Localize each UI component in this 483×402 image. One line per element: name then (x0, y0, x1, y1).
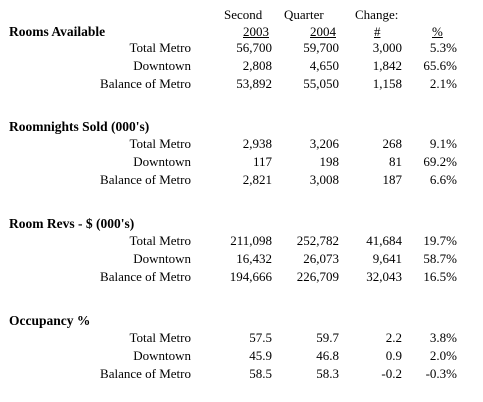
change-percent: 65.6% (423, 58, 457, 73)
row-label: Balance of Metro (100, 269, 191, 284)
row-label: Downtown (133, 348, 191, 363)
section-title-roomnights-sold: Roomnights Sold (000's) (9, 119, 150, 134)
header-year-2004: 2004 (310, 24, 336, 39)
change-number: 268 (382, 136, 402, 151)
header-second: Second (224, 7, 263, 22)
value-2004: 46.8 (316, 348, 339, 363)
change-number: 32,043 (366, 269, 402, 284)
section-title-room-revenues: Room Revs - $ (000's) (9, 216, 135, 231)
row-label: Total Metro (129, 330, 191, 345)
change-percent: 69.2% (423, 154, 457, 169)
change-percent: 9.1% (429, 136, 457, 151)
table-row (0, 330, 483, 346)
change-number: 3,000 (372, 40, 402, 55)
value-2003: 194,666 (229, 269, 272, 284)
change-number: -0.2 (381, 366, 402, 381)
value-2003: 2,938 (242, 136, 272, 151)
row-label: Total Metro (129, 136, 191, 151)
change-percent: 3.8% (429, 330, 457, 345)
value-2003: 2,821 (242, 172, 272, 187)
section-title-rooms-available: Rooms Available (9, 24, 106, 39)
change-number: 81 (389, 154, 402, 169)
change-percent: 2.0% (429, 348, 457, 363)
table-row (0, 348, 483, 364)
change-percent: -0.3% (425, 366, 457, 381)
value-2004: 59,700 (303, 40, 339, 55)
value-2003: 56,700 (236, 40, 272, 55)
table-row (0, 136, 483, 152)
table-row (0, 366, 483, 382)
row-label: Downtown (133, 154, 191, 169)
value-2004: 59.7 (316, 330, 339, 345)
change-percent: 2.1% (429, 76, 457, 91)
row-label: Downtown (133, 58, 191, 73)
value-2003: 58.5 (249, 366, 272, 381)
value-2004: 58.3 (316, 366, 339, 381)
value-2004: 3,206 (309, 136, 339, 151)
change-number: 41,684 (366, 233, 402, 248)
section-title-occupancy: Occupancy % (9, 313, 91, 328)
value-2003: 117 (252, 154, 272, 169)
table-row (0, 40, 483, 56)
change-number: 2.2 (385, 330, 402, 345)
value-2003: 45.9 (249, 348, 272, 363)
value-2004: 3,008 (309, 172, 339, 187)
value-2004: 252,782 (296, 233, 339, 248)
value-2004: 26,073 (303, 251, 339, 266)
row-label: Total Metro (129, 40, 191, 55)
value-2003: 211,098 (230, 233, 272, 248)
table-row (0, 58, 483, 74)
change-number: 0.9 (385, 348, 402, 363)
change-number: 187 (382, 172, 402, 187)
row-label: Balance of Metro (100, 76, 191, 91)
value-2003: 53,892 (236, 76, 272, 91)
value-2004: 55,050 (303, 76, 339, 91)
value-2003: 57.5 (249, 330, 272, 345)
value-2004: 226,709 (296, 269, 339, 284)
header-change-percent: % (432, 24, 443, 39)
table-row (0, 269, 483, 285)
change-percent: 16.5% (423, 269, 457, 284)
row-label: Total Metro (129, 233, 191, 248)
change-percent: 5.3% (429, 40, 457, 55)
value-2004: 4,650 (309, 58, 339, 73)
header-quarter: Quarter (284, 7, 324, 22)
change-percent: 19.7% (423, 233, 457, 248)
header-change-number: # (374, 24, 381, 39)
change-number: 9,641 (372, 251, 402, 266)
header-change: Change: (355, 7, 399, 22)
change-number: 1,842 (372, 58, 402, 73)
row-label: Balance of Metro (100, 366, 191, 381)
table-row (0, 154, 483, 170)
value-2004: 198 (319, 154, 339, 169)
value-2003: 16,432 (236, 251, 272, 266)
table-row (0, 233, 483, 249)
table-row (0, 251, 483, 267)
table-row (0, 172, 483, 188)
table-row (0, 76, 483, 92)
change-percent: 6.6% (429, 172, 457, 187)
change-number: 1,158 (372, 76, 402, 91)
value-2003: 2,808 (242, 58, 272, 73)
header-year-2003: 2003 (243, 24, 269, 39)
change-percent: 58.7% (423, 251, 457, 266)
row-label: Downtown (133, 251, 191, 266)
row-label: Balance of Metro (100, 172, 191, 187)
